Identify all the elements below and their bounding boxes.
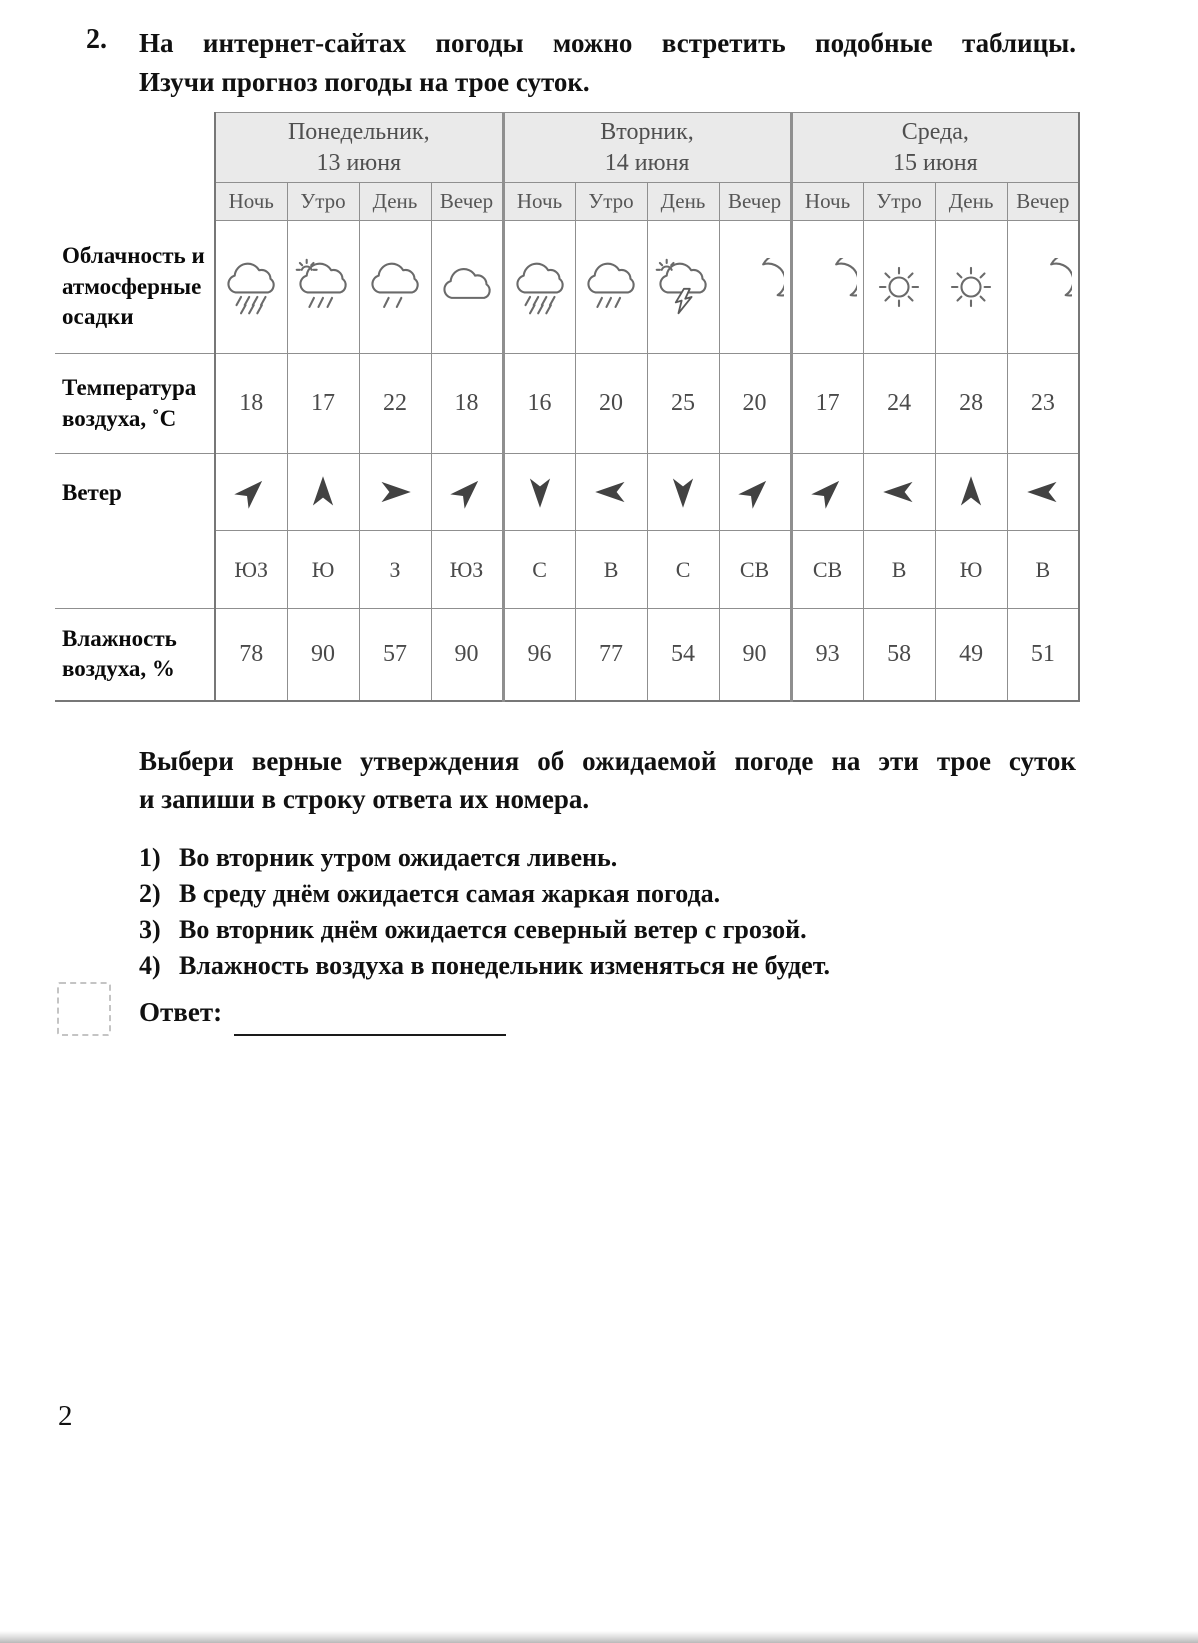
- table-row-temperature: [55, 354, 1079, 454]
- table-row-days: [55, 113, 1079, 183]
- cloud-lightning-icon: [654, 258, 712, 316]
- day-header: [503, 113, 791, 183]
- wind-direction-cell: СВ: [791, 531, 863, 609]
- wind-direction-cell: В: [1007, 531, 1079, 609]
- row-label-humidity: Влажность воздуха, %: [55, 609, 215, 701]
- time-header-cell: Утро: [863, 183, 935, 221]
- weather-icon-cell: [791, 221, 863, 354]
- humidity-cell: 96: [503, 609, 575, 701]
- humidity-cell: 93: [791, 609, 863, 701]
- option-item: [139, 840, 1076, 876]
- weather-icon-cell: [431, 221, 503, 354]
- humidity-cell: 90: [719, 609, 791, 701]
- option-number: 2): [139, 879, 161, 908]
- wind-arrow-icon: [665, 474, 701, 510]
- wind-arrow-icon: [802, 467, 853, 518]
- cloud-rain-light-icon: [366, 258, 424, 316]
- page-number: 2: [58, 1400, 73, 1432]
- sun-icon: [942, 258, 1000, 316]
- task-intro-line2: Изучи прогноз погоды на трое суток.: [139, 67, 590, 97]
- cloud-rain-heavy-icon: [511, 258, 569, 316]
- option-number: 4): [139, 951, 161, 980]
- humidity-cell: 58: [863, 609, 935, 701]
- time-header-cell: Ночь: [791, 183, 863, 221]
- humidity-cell: 51: [1007, 609, 1079, 701]
- option-text: В среду днём ожидается самая жаркая погода.: [179, 879, 721, 908]
- question-line2: и запиши в строку ответа их номера.: [139, 784, 590, 814]
- temperature-cell: 24: [863, 354, 935, 454]
- wind-arrow-cell: [719, 454, 791, 531]
- time-header-cell: Вечер: [1007, 183, 1079, 221]
- wind-arrow-icon: [953, 474, 989, 510]
- option-item: [139, 948, 1076, 984]
- day-date: 15 июня: [893, 149, 978, 176]
- question-line1: Выбери верные утверждения об ожидаемой погоде на эти трое суток: [139, 746, 1076, 776]
- humidity-cell: 90: [287, 609, 359, 701]
- wind-arrow-icon: [522, 474, 558, 510]
- table-row-times: [55, 183, 1079, 221]
- option-item: [139, 876, 1076, 912]
- weather-icon-cell: [1007, 221, 1079, 354]
- task-intro: [139, 24, 1076, 102]
- wind-direction-cell: ЮЗ: [431, 531, 503, 609]
- answer-label: Ответ:: [139, 997, 223, 1027]
- temperature-cell: 18: [215, 354, 287, 454]
- humidity-cell: 77: [575, 609, 647, 701]
- page-bottom-edge: [0, 1631, 1198, 1643]
- weather-forecast-table: [55, 112, 1080, 702]
- weather-icon-cell: [287, 221, 359, 354]
- wind-arrow-cell: [647, 454, 719, 531]
- wind-direction-cell: Ю: [935, 531, 1007, 609]
- weather-icon-cell: [719, 221, 791, 354]
- humidity-cell: 90: [431, 609, 503, 701]
- wind-direction-cell: Ю: [287, 531, 359, 609]
- moon-icon: [726, 258, 784, 316]
- row-label-wind: Ветер: [55, 454, 215, 609]
- cloud-icon: [438, 258, 496, 316]
- humidity-cell: 54: [647, 609, 719, 701]
- option-number: 1): [139, 843, 161, 872]
- sun-cloud-rain-icon: [294, 258, 352, 316]
- temperature-cell: 16: [503, 354, 575, 454]
- time-header-cell: Ночь: [215, 183, 287, 221]
- wind-arrow-cell: [791, 454, 863, 531]
- day-name: Понедельник,: [287, 118, 430, 145]
- wind-arrow-cell: [287, 454, 359, 531]
- time-header-cell: Ночь: [503, 183, 575, 221]
- task-intro-line1: На интернет-сайтах погоды можно встретить подобные таблицы.: [139, 28, 1076, 58]
- day-name: Вторник,: [600, 118, 694, 145]
- time-header-cell: Утро: [575, 183, 647, 221]
- task-number: 2.: [86, 24, 107, 55]
- wind-direction-cell: В: [575, 531, 647, 609]
- day-date: 13 июня: [316, 149, 402, 176]
- humidity-cell: 49: [935, 609, 1007, 701]
- moon-icon: [1014, 258, 1072, 316]
- time-header-cell: День: [935, 183, 1007, 221]
- wind-arrow-icon: [226, 467, 277, 518]
- option-item: [139, 912, 1076, 948]
- wind-arrow-cell: [935, 454, 1007, 531]
- wind-arrow-cell: [863, 454, 935, 531]
- option-text: Во вторник днём ожидается северный ветер с грозой.: [179, 915, 807, 944]
- day-header: [215, 113, 503, 183]
- row-label-clouds: Облачность и атмосферные осадки: [55, 221, 215, 354]
- wind-arrow-icon: [441, 467, 492, 518]
- options-list: [139, 840, 1076, 984]
- time-header-cell: День: [359, 183, 431, 221]
- time-header-cell: Утро: [287, 183, 359, 221]
- humidity-cell: 78: [215, 609, 287, 701]
- weather-icon-cell: [575, 221, 647, 354]
- table-row-wind-arrows: [55, 454, 1079, 531]
- temperature-cell: 25: [647, 354, 719, 454]
- moon-icon: [799, 258, 857, 316]
- weather-icon-cell: [935, 221, 1007, 354]
- option-number: 3): [139, 915, 161, 944]
- weather-icon-cell: [359, 221, 431, 354]
- wind-direction-cell: СВ: [719, 531, 791, 609]
- answer-blank-line[interactable]: [234, 1034, 506, 1036]
- cloud-rain-icon: [582, 258, 640, 316]
- option-text: Влажность воздуха в понедельник изменяться не будет.: [179, 951, 831, 980]
- wind-arrow-cell: [1007, 454, 1079, 531]
- temperature-cell: 23: [1007, 354, 1079, 454]
- wind-direction-cell: З: [359, 531, 431, 609]
- wind-direction-cell: ЮЗ: [215, 531, 287, 609]
- temperature-cell: 17: [791, 354, 863, 454]
- temperature-cell: 20: [719, 354, 791, 454]
- day-header: [791, 113, 1079, 183]
- temperature-cell: 28: [935, 354, 1007, 454]
- question-text: [139, 742, 1076, 818]
- cloud-rain-heavy-icon: [222, 258, 280, 316]
- wind-direction-cell: В: [863, 531, 935, 609]
- weather-icon-cell: [215, 221, 287, 354]
- temperature-cell: 17: [287, 354, 359, 454]
- table-corner-spacer: [55, 113, 215, 183]
- row-label-temperature: Температура воздуха, ˚С: [55, 354, 215, 454]
- wind-arrow-cell: [575, 454, 647, 531]
- weather-icon-cell: [647, 221, 719, 354]
- time-header-cell: Вечер: [431, 183, 503, 221]
- wind-arrow-cell: [359, 454, 431, 531]
- wind-arrow-icon: [1025, 474, 1061, 510]
- wind-arrow-icon: [377, 474, 413, 510]
- table-row-clouds: [55, 221, 1079, 354]
- humidity-cell: 57: [359, 609, 431, 701]
- wind-arrow-icon: [593, 474, 629, 510]
- day-name: Среда,: [901, 118, 969, 145]
- sun-icon: [870, 258, 928, 316]
- answer-checkbox[interactable]: [57, 982, 111, 1036]
- wind-direction-cell: С: [503, 531, 575, 609]
- temperature-cell: 22: [359, 354, 431, 454]
- wind-arrow-icon: [305, 474, 341, 510]
- wind-direction-cell: С: [647, 531, 719, 609]
- temperature-cell: 20: [575, 354, 647, 454]
- wind-arrow-icon: [729, 467, 780, 518]
- temperature-cell: 18: [431, 354, 503, 454]
- table-row-humidity: [55, 609, 1079, 701]
- wind-arrow-cell: [503, 454, 575, 531]
- time-header-cell: Вечер: [719, 183, 791, 221]
- wind-arrow-icon: [881, 474, 917, 510]
- weather-icon-cell: [503, 221, 575, 354]
- option-text: Во вторник утром ожидается ливень.: [179, 843, 618, 872]
- wind-arrow-cell: [431, 454, 503, 531]
- table-corner-spacer: [55, 183, 215, 221]
- weather-icon-cell: [863, 221, 935, 354]
- time-header-cell: День: [647, 183, 719, 221]
- wind-arrow-cell: [215, 454, 287, 531]
- day-date: 14 июня: [604, 149, 690, 176]
